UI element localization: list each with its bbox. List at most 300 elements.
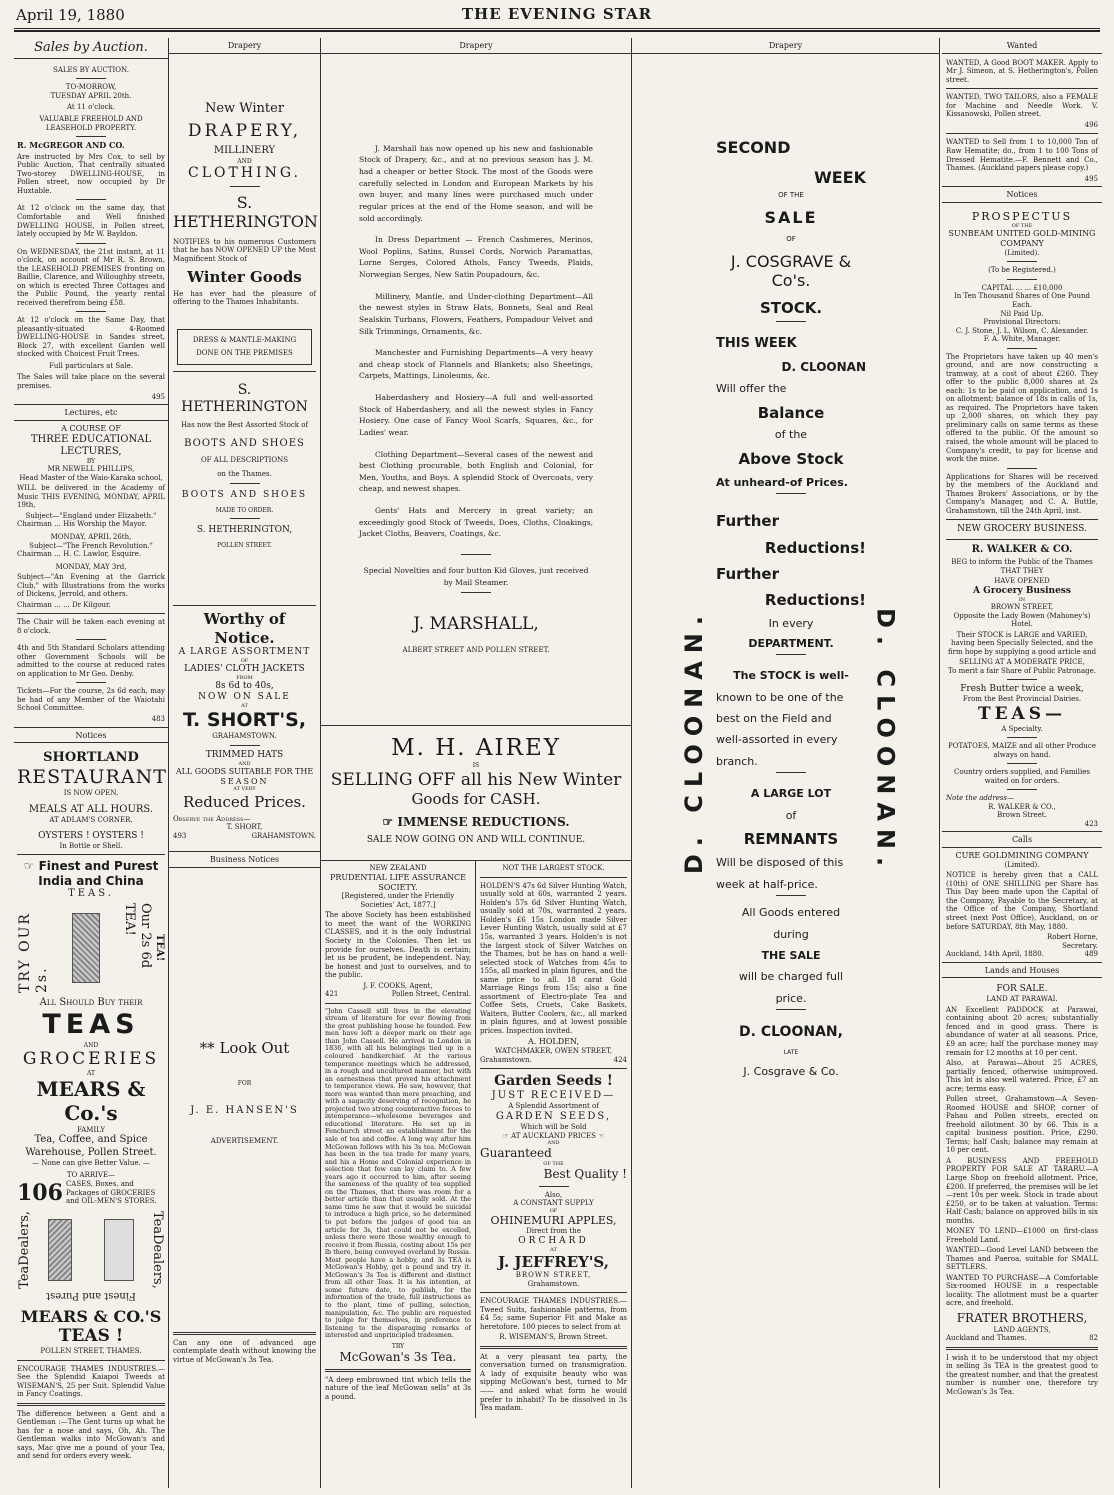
balance: Balance — [757, 403, 825, 422]
prospectus: PROSPECTUS — [971, 209, 1073, 223]
in-every: In every — [768, 617, 814, 631]
applications-text: Applications for Shares will be received by the members of the Auckland and Thames Brokers' Associations, or by the Company's Manager, and C. A. Buttle, Grahamstown, till the 24th April, inst. — [946, 472, 1098, 515]
lecture-subject: Subject—"The French Revolution." — [29, 541, 153, 550]
hats-mercery: Gents' Hats and Mercery in great variety; an exceedingly good Stock of Tweeds, Does, Cloths, Cloakings, Jacket Cloths, Beavers, Coatings, &c. — [359, 506, 593, 539]
ad-number: 496 — [1084, 120, 1098, 129]
money-to-lend: MONEY TO LEND—£1000 on first-class Freehold Land. — [946, 1227, 1098, 1244]
mcgowan-tea: McGowan's 3s Tea. — [339, 1350, 457, 1365]
finest-inverted: Finest and Purest — [46, 1289, 136, 1301]
lecture-title: THREE EDUCATIONAL — [30, 433, 152, 445]
stock: STOCK. — [759, 298, 823, 317]
ad-number: 489 — [1084, 950, 1098, 959]
marshall-address: ALBERT STREET AND POLLEN STREET. — [402, 646, 550, 655]
divider — [946, 539, 1098, 540]
divider — [776, 1009, 806, 1010]
and-label: AND — [237, 157, 252, 165]
divider — [480, 1068, 627, 1069]
constant-supply: A CONSTANT SUPPLY — [513, 1199, 594, 1208]
now-on-sale: NOW ON SALE — [198, 692, 291, 703]
brown-street: BROWN STREET, — [515, 1271, 592, 1280]
jeffrey-name: J. JEFFREY'S, — [498, 1252, 609, 1271]
divider — [76, 639, 106, 640]
divider — [1007, 679, 1037, 680]
property-heading-2: LEASEHOLD PROPERTY. — [45, 123, 137, 132]
business-notices-heading: Business Notices — [169, 851, 320, 868]
beg-inform: BEG to inform the Public of the Thames THAT THEY — [951, 558, 1093, 575]
boots-shoes-2: BOOTS AND SHOES — [181, 489, 308, 500]
sunbeam-company: SUNBEAM UNITED GOLD-MINING COMPANY — [948, 229, 1096, 249]
ad-number: 421 — [325, 990, 339, 999]
of-label: OF — [786, 235, 796, 244]
try-label: TRY — [391, 1342, 405, 1350]
will-offer: Will offer the — [716, 382, 787, 396]
restaurant-open: IS NOW OPEN. — [63, 789, 119, 798]
oysters-line: OYSTERS ! OYSTERS ! — [38, 830, 144, 841]
lecture-text: 4th and 5th Standard Scholars attending other Government Schools will be admitted to the course at reduced rates on application to Mr Geo. Denby. — [17, 644, 165, 678]
mears-large: MEARS & Co.'s — [36, 1077, 146, 1126]
marshall-name: J. MARSHALL, — [413, 614, 539, 635]
brown-street-2: Brown Street. — [997, 811, 1047, 820]
manager: F. A. White, Manager. — [983, 335, 1061, 344]
divider — [17, 1360, 165, 1361]
column-3 — [321, 38, 632, 1488]
all-descriptions: OF ALL DESCRIPTIONS — [200, 455, 289, 464]
brown-street: BROWN STREET, — [990, 603, 1054, 612]
garden-seeds: Garden Seeds ! — [494, 1073, 613, 1090]
of-the: OF THE — [778, 191, 804, 200]
the-sale: THE SALE — [761, 949, 821, 962]
provincial-dairies: From the Best Provincial Dairies. — [962, 695, 1082, 704]
divider — [776, 772, 806, 773]
divider — [1007, 763, 1037, 764]
wanted-boot-maker: WANTED, A Good BOOT MAKER. Apply to Mr J. Simeon, at S. Hetherington's, Pollen street. — [946, 58, 1098, 84]
divider — [480, 877, 627, 878]
hetherington-name-3: S. HETHERINGTON, — [196, 525, 293, 536]
all-should-buy: All Should Buy their — [39, 996, 143, 1008]
call-date: Auckland, 14th April, 1880. — [946, 950, 1044, 959]
marshall-intro: J. Marshall has now opened up his new and fashionable Stock of Drapery, &c., and at no previous season has J. M. had a cheaper or better Stock. The most of the Goods were carefully selected in London and European Markets by his own buyer, and many lines were purchased much under regular prices at the end of the Home season, and will be sold accordingly. — [359, 143, 593, 223]
dress-mantle-line: DRESS & MANTLE-MAKING — [192, 335, 297, 344]
divider — [946, 519, 1098, 520]
walker-name: R. WALKER & CO. — [971, 544, 1073, 556]
tea-illustration-block — [17, 903, 165, 993]
lecture-text: Tickets—For the course, 2s 6d each, may be had of any Member of the Waiotahi School Committee. — [17, 687, 165, 713]
of-label: OF — [240, 658, 249, 665]
calls-heading: Calls — [942, 831, 1102, 848]
ad-number: 483 — [151, 715, 165, 724]
bottom-text: I wish it to be understood that my object in selling 3s TEA is the greatest good to the greatest number, and that the greatest number is number one, therefore try McGowan's 3s Tea. — [946, 1353, 1098, 1396]
shortland-title: SHORTLAND — [43, 750, 139, 766]
drapery-title: DRAPERY, — [187, 120, 302, 141]
at-label: AT — [550, 1246, 557, 1253]
at-label: AT — [86, 1069, 95, 1077]
column-4 — [632, 38, 940, 1488]
auction-text: On WEDNESDAY, the 21st instant, at 11 o'clock, on account of Mr R. S. Brown, the LEASEHOLD PREMISES fronting on Baillie, Clarence, and Willoughby streets, on which is erected Three Cottages and the Public Pound, the yearly rental received therefrom being £58. — [17, 247, 165, 307]
guaranteed: Guaranteed — [480, 1146, 552, 1161]
pollen-thames: POLLEN STREET, THAMES. — [40, 1347, 142, 1356]
divider — [776, 895, 806, 896]
d-cloonan-2: D. CLOONAN, — [739, 1024, 843, 1041]
week: WEEK — [814, 167, 866, 187]
their-stock: Their STOCK is LARGE and VARIED, having been Specially Selected, and the firm hope by supplying a good article and — [947, 630, 1097, 656]
branch: branch. — [716, 754, 758, 768]
agent-footer — [325, 990, 471, 999]
merit-share: To merit a fair Share of Public Patronage. — [948, 666, 1096, 675]
divider — [1007, 789, 1037, 790]
prudential-ad — [321, 861, 476, 1417]
lecture-text: The Chair will be taken each evening at 8 o'clock. — [17, 618, 165, 635]
auckland-prices: ☞ AT AUCKLAND PRICES ☜ — [502, 1131, 605, 1140]
have-opened: HAVE OPENED — [994, 577, 1050, 586]
d-cloonan: D. CLOONAN — [781, 359, 866, 374]
hetherington-name-2: S. HETHERINGTON — [181, 381, 308, 416]
is-label: IS — [472, 762, 480, 770]
late-label: LATE — [783, 1049, 799, 1057]
lecture-subject: Subject—"An Evening at the Garrick Club," with Illustrations from the works of Dickens, Jerrold, and others. — [17, 573, 165, 599]
not-largest: NOT THE LARGEST STOCK. — [502, 864, 605, 873]
pointing-hand-icon: ☞ — [382, 814, 398, 829]
prudential-text: The above Society has been established to meet the want of the WORKING CLASSES, and it is the only Industrial Society in the Colonies. Then let us provide for ourselves. Death is certain; let us be prudent, be independent. Nay, be honest and just to ourselves, and to the public. — [325, 911, 471, 980]
tea-dealers-block — [17, 1211, 165, 1289]
divider — [76, 243, 106, 244]
cosgrave-name: J. COSGRAVE & Co's. — [730, 251, 852, 291]
auction-text: At 12 o'clock on the same day, that Comfortable and Well finished DWELLING HOUSE, in Pollen street, lately occupied by Mr W. Bayldon. — [17, 204, 165, 239]
goods-for-cash: Goods for CASH. — [411, 790, 541, 809]
wanted-house: WANTED TO PURCHASE—A Comfortable Six-roomed HOUSE in a respectable locality. The allotment must be a quarter acre, and freehold. — [946, 1273, 1098, 1308]
best-quality: Best Quality ! — [543, 1167, 627, 1182]
stock-well: The STOCK is well- — [733, 669, 849, 683]
lands-heading: Lands and Houses — [942, 962, 1102, 979]
divider — [17, 854, 165, 855]
call-footer — [946, 950, 1098, 959]
ad-number: 424 — [613, 1055, 627, 1064]
of-label-2: of — [785, 808, 797, 822]
lecture-chairman: Chairman ... ... Dr Kilgour. — [17, 600, 111, 609]
column-5 — [942, 38, 1102, 1488]
proprietors-text: The Proprietors have taken up 40 men's ground, and are now constructing a tramway, at a cost of about £260. They offer to the public 8,000 shares at 2s each: 1s to be paid on application, and 1s on allotment; balance of 18s in calls of 1s, as required. The Proprietors have taken up 2,000 shares, on which they pay preliminary calls on same terms as these offered to the public. Of the amount so raised, the whole amount will be placed to Company's credit, to pay for license and work the mine. — [946, 352, 1098, 464]
frater-footer — [946, 1334, 1098, 1343]
masthead-rule — [14, 28, 1100, 32]
reductions-1: Reductions! — [764, 538, 866, 557]
and-label: AND — [238, 760, 251, 767]
notices-heading: Notices — [942, 186, 1102, 203]
notifies-text: NOTIFIES to his numerous Customers that he has NOW OPENED UP the Most Magnificent Stock of — [173, 237, 316, 264]
divider — [230, 483, 260, 484]
business-tararu: A BUSINESS AND FREEHOLD PROPERTY FOR SALE AT TARARU.—A Large Shop on freehold allotment. Price, £200. If preferred, the premises will be let—rent 10s per week. Stock in trade about £250, or to be taken at valuation. Terms: Half Cash; balance on approved bills in six months. — [946, 1156, 1098, 1225]
just-received: JUST RECEIVED— — [491, 1090, 616, 1102]
cloonan-vertical-right: D. CLOONAN. — [871, 608, 900, 875]
land-agents: LAND AGENTS, — [993, 1325, 1051, 1334]
holden-ad — [476, 861, 631, 1417]
hetherington-name: S. HETHERINGTON — [173, 192, 318, 232]
well-assorted: well-assorted in every — [716, 733, 838, 747]
divider — [776, 493, 806, 494]
charged-full: will be charged full — [738, 970, 844, 984]
above-stock: Above Stock — [738, 449, 844, 468]
notices-heading: Notices — [14, 727, 168, 744]
lecturer-title: Head Master of the Waio-Karaka school, — [19, 473, 163, 482]
paddock-text: AN Excellent PADDOCK at Parawai, containing about 20 acres; substantially fenced and in good grass. There is abundance of water at all seasons. Price, £9 an acre; half the purchase money may remain for 12 months at 10 per cent. — [946, 1005, 1098, 1057]
look-out: ** Look Out — [199, 1039, 290, 1058]
grahamstown-2: Grahamstown. — [527, 1279, 580, 1288]
secretary-name: Robert Horne, — [1046, 933, 1098, 942]
grahamstown-2: GRAHAMSTOWN. — [251, 831, 316, 840]
divider — [1007, 468, 1037, 469]
sale-date: TUESDAY APRIL 20th. — [50, 91, 132, 100]
unheard-prices: At unheard-of Prices. — [716, 475, 848, 489]
masthead — [0, 0, 1114, 40]
finest-line: ☞ Finest and Purest — [23, 859, 159, 874]
premises-line: DONE ON THE PREMISES — [196, 349, 293, 358]
specialty: A Specialty. — [1001, 724, 1043, 733]
haberdashery-dept: Haberdashery and Hosiery—A full and well-assorted Stock of Haberdashery, and all the newest styles in Fancy Hosiery. One case of Fancy Wool Scarfs, Squares, &c., for Ladies' wear. — [359, 393, 593, 437]
to-arrive: TO ARRIVE— — [66, 1171, 116, 1180]
observe-address: Observe the Address— — [173, 814, 251, 823]
grahamstown: Grahamstown. — [480, 1055, 532, 1064]
at-label: AT — [241, 703, 248, 710]
splendid: A Splendid Assortment of — [508, 1102, 599, 1111]
auckland-thames: Auckland and Thames. — [946, 1334, 1027, 1343]
opposite: Opposite the Lady Bowen (Mahoney's) Hotel. — [953, 611, 1091, 629]
jacket-price: 8s 6d to 40s, — [215, 681, 274, 692]
drapery-heading: Drapery — [169, 38, 320, 54]
advertisement-label: ADVERTISEMENT. — [210, 1137, 279, 1146]
divider — [1007, 279, 1037, 280]
divider — [325, 1369, 471, 1372]
lecture-text: WILL be delivered in the Academy of Music THIS EVENING, MONDAY, APRIL 19th, — [17, 484, 165, 510]
best-assorted: Has now the Best Assorted Stock of — [180, 421, 309, 430]
grocery-business: A Grocery Business — [973, 585, 1071, 596]
india-china-line: India and China — [38, 873, 144, 888]
agent-address: Pollen Street, Central. — [391, 990, 471, 999]
lecture-date: MONDAY, APRIL 26th, — [50, 532, 132, 541]
season: SEASON — [220, 776, 269, 786]
assam-box-illustration — [104, 1219, 134, 1281]
of-label: OF — [549, 1207, 558, 1214]
watchmaker: WATCHMAKER, OWEN STREET, — [494, 1047, 613, 1056]
lecture-date: MONDAY, MAY 3rd, — [55, 562, 127, 571]
auctioneer-name: R. McGREGOR AND CO. — [17, 140, 125, 151]
new-winter: New Winter — [204, 100, 285, 116]
divider — [946, 133, 1098, 134]
known-to-be: known to be one of the — [716, 690, 844, 704]
new-zealand: NEW ZEALAND — [369, 864, 427, 873]
of-the: OF THE — [1011, 223, 1033, 230]
frater-brothers: FRATER BROTHERS, — [956, 1310, 1088, 1325]
will-be-disposed: Will be disposed of this — [716, 856, 844, 870]
pointing-hand-icon: ☞ — [502, 1131, 512, 1140]
limited: (Limited). — [1004, 248, 1040, 257]
drapery-heading: Drapery — [632, 38, 939, 54]
direct-from: Direct from the — [526, 1227, 581, 1236]
all-goods-entered: All Goods entered — [741, 906, 841, 920]
for-sale: FOR SALE. — [996, 984, 1048, 995]
divider — [946, 88, 1098, 89]
and-label: AND — [547, 1140, 560, 1147]
to-be-registered: (To be Registered.) — [988, 266, 1056, 275]
worthy-notice: Worthy of Notice. — [203, 610, 286, 647]
lectures-heading: Lectures, etc — [14, 404, 168, 421]
special-novelties: Special Novelties and four button Kid Gloves, just received by Mail Steamer. — [363, 565, 589, 587]
divider — [230, 518, 260, 519]
sale-time: At 11 o'clock. — [66, 103, 115, 112]
bottle-shell: In Bottle or Shell. — [59, 841, 123, 850]
lecture-course: A COURSE OF — [61, 423, 121, 433]
tea-dealers-vertical-2: TeaDealers, — [149, 1210, 165, 1289]
sale-day: TO-MORROW, — [65, 83, 117, 92]
mears-co-title: MEARS & CO.'S — [20, 1306, 162, 1326]
divider — [173, 371, 316, 372]
bottom-text: "A deep embrowned tint which tells the nature of the leaf McGowan sells" at 3s a pound. — [325, 1375, 471, 1401]
auction-text: The Sales will take place on the several premises. — [17, 373, 165, 391]
none-better: — None can give Better Value. — — [32, 1158, 150, 1167]
bottom-text: Can any one of advanced age contemplate death without knowing the virtue of McGowan's 3s Tea. — [173, 1338, 316, 1364]
teas-heading: TEAS— — [977, 703, 1067, 724]
ad-number: 423 — [1084, 819, 1098, 828]
shares: In Ten Thousand Shares of One Pound Each. — [954, 292, 1090, 309]
a-large-lot: A LARGE LOT — [750, 787, 832, 801]
and-label: AND — [83, 1041, 99, 1049]
note-address: Note the address— — [946, 794, 1015, 803]
all-goods-suitable: ALL GOODS SUITABLE FOR THE — [175, 766, 314, 776]
tea-vertical: TEA! — [154, 933, 165, 962]
ad-number: 495 — [1084, 174, 1098, 183]
teas-small: TEAS. — [68, 888, 114, 900]
divider — [1007, 737, 1037, 738]
immense-reductions: ☞ IMMENSE REDUCTIONS. — [382, 814, 570, 829]
on-thames: on the Thames. — [217, 470, 272, 479]
cloonan-vertical-left: D. CLOONAN. — [680, 608, 708, 875]
lecturer-name: MR NEWELL PHILLIPS, — [47, 465, 135, 474]
pointing-hand-icon: ☜ — [595, 1131, 605, 1140]
try-our-vertical: TRY OUR 2s. — [17, 911, 51, 993]
newspaper-title: THE EVENING STAR — [461, 5, 653, 23]
wanted-hematite: WANTED to Sell from 1 to 10,000 Ton of Raw Hematite; do., from 1 to 100 Tons of Dressed Hematite.—F. Bennett and Co., Thames. (Auckland papers please copy.) — [946, 138, 1098, 173]
divider — [946, 1347, 1098, 1350]
pointing-hand-icon: ☞ — [23, 859, 39, 874]
millinery-dept: Millinery, Mantle, and Under-clothing Department—All the newest styles in Straw Hats, Bonnets, Seal and Real Sealskin Turbans, Flowers, Feathers, Pompadour Velvet and Silk Trimmings, Ornaments, &c. — [359, 291, 593, 336]
secretary-title: Secretary. — [1062, 941, 1098, 950]
walker-name-2: R. WALKER & CO., — [988, 802, 1056, 811]
moderate-price: SELLING AT A MODERATE PRICE, — [959, 658, 1085, 667]
divider — [17, 613, 165, 614]
cure-company: CURE GOLDMINING COMPANY — [955, 851, 1089, 861]
auction-text: Are instructed by Mrs Cox, to sell by Public Auction, That centrally situated Two-storey DWELLING-HOUSE, in Pollen street, now occupied by Dr Huxtable. — [17, 152, 165, 195]
clothing-dept: Clothing Department—Several cases of the newest and best Clothing procurable, both English and Colonial, for Men, Youths, and Boys. A splendid Stock of Overcoats, very cheap, and newest shapes. — [359, 449, 593, 494]
ladies-jackets: LADIES' CLOTH JACKETS — [184, 664, 305, 675]
divider — [17, 1403, 165, 1406]
for-label: FOR — [237, 1079, 252, 1087]
reductions-2: Reductions! — [764, 591, 866, 610]
cloonan-ad — [716, 138, 866, 1078]
divider — [76, 136, 106, 137]
call-notice: NOTICE is hereby given that a CALL (10th) of ONE SHILLING per Share has This Day been made upon the Capital of the Company, Payable to the Secretary, at the Office of the Company, Shortland street (next Post Office), Auckland, on or before SATURDAY, 8th May, 1880. — [946, 871, 1098, 931]
tea-dealers-illustration — [48, 1219, 72, 1281]
large-assortment: A LARGE ASSORTMENT — [178, 647, 311, 658]
potatoes: POTATOES, MAIZE and all other Produce always on hand. — [948, 742, 1096, 759]
wanted-land: WANTED—Good Level LAND between the Thames and Paeroa, suitable for SMALL SETTLERS. — [946, 1246, 1098, 1272]
manchester-dept: Manchester and Furnishing Departments—A very heavy and cheap stock of Flannels and Blankets; also Sheetings, Carpets, Mattings, Linoleums, &c. — [359, 348, 593, 381]
divider — [480, 1346, 627, 1349]
divider — [76, 78, 106, 79]
auction-section-heading: Sales by Auction. — [14, 38, 168, 59]
dress-dept: In Dress Department — French Cashmeres, Merinos, Wool Poplins, Satins, Russel Cords, Norwich Paramattas, Lorne Serges, Colored Athols, Fancy Tweeds, Plaids, Norwegian Serges, New Satin Poupadours, &c. — [359, 235, 593, 279]
sale-now: SALE NOW GOING ON AND WILL CONTINUE. — [366, 835, 586, 846]
encourage-text: ENCOURAGE THAMES INDUSTRIES.—Tweed Suits, fashionable patterns, from £4 5s; same Superior Fit and Make as heretofore. 100 pieces to select from at — [480, 1297, 627, 1331]
orchard: ORCHARD — [518, 1235, 589, 1246]
short-footer — [173, 832, 316, 841]
ad-number: 493 — [173, 831, 187, 840]
second: SECOND — [716, 138, 791, 157]
our-2s6d-vertical: Our 2s 6d TEA! — [121, 902, 153, 968]
directors-heading: Provisional Directors: — [983, 318, 1061, 327]
family-label: FAMILY — [76, 1125, 106, 1134]
this-week: THIS WEEK — [716, 335, 797, 351]
gent-text: The difference between a Gent and a Gentleman :—The Gent turns up what he has for a nose and says, Oh, Ah. The Gentleman walks into McGowan's and says, Mac give me a pound of your Tea, and send for orders every week. — [17, 1409, 165, 1461]
further-2: Further — [716, 564, 779, 583]
of-the: OF THE — [543, 1160, 564, 1167]
selling-off: SELLING OFF all his New Winter — [330, 769, 622, 790]
divider — [1007, 261, 1037, 262]
also: Also, — [544, 1190, 563, 1199]
divider — [480, 1292, 627, 1293]
ad-number: 82 — [1089, 1334, 1098, 1343]
cosgrave-2: J. Cosgrave & Co. — [743, 1064, 839, 1078]
divider — [539, 1186, 569, 1187]
best-on-field: best on the Field and — [716, 712, 832, 726]
groceries-large: GROCERIES — [22, 1048, 160, 1069]
land-parawai: LAND AT PARAWAI. — [986, 995, 1058, 1004]
divider — [461, 592, 491, 593]
further-1: Further — [716, 512, 779, 531]
price: price. — [775, 991, 807, 1005]
nil-paid: Nil Paid Up. — [1000, 309, 1044, 318]
teas-title: TEAS ! — [58, 1326, 124, 1347]
sale: SALE — [764, 207, 818, 227]
at-very: AT VERY — [233, 786, 256, 793]
divider — [230, 186, 260, 187]
divider — [173, 605, 316, 606]
during: during — [773, 927, 809, 941]
which-will: Which will be Sold — [520, 1123, 587, 1132]
cases-block — [17, 1180, 165, 1207]
department: DEPARTMENT. — [748, 636, 834, 650]
cases-text: CASES, Boxes, and Packages of GROCERIES and OIL-MEN'S STORES. — [65, 1180, 157, 1206]
sales-heading: SALES BY AUCTION. — [53, 65, 129, 74]
in-label: IN — [1018, 596, 1026, 603]
restaurant-title: RESTAURANT — [17, 766, 167, 789]
cases-count: 106 — [17, 1179, 63, 1206]
dress-mantle-box — [177, 329, 312, 365]
lecture-subject: Subject—"England under Elizabeth." — [25, 511, 157, 520]
fresh-butter: Fresh Butter twice a week, — [960, 684, 1084, 695]
wiseman-address: R. WISEMAN'S, Brown Street. — [499, 1333, 608, 1342]
pollen-house: Pollen street, Grahamstown—A Seven-Roomed HOUSE and SHOP, corner of Pahau and Pollen streets, erected on freehold allotment 30 by 66. This is a capital business position. Price, £290. Terms; half Cash; balance may remain at 10 per cent. — [946, 1095, 1098, 1155]
short-title: T. SHORT'S, — [182, 709, 307, 732]
divider — [230, 745, 260, 746]
pollen-street: POLLEN STREET. — [217, 542, 272, 550]
ad-number: 495 — [151, 392, 165, 401]
divider — [461, 554, 491, 555]
holden-text: HOLDEN'S 47s 6d Silver Hunting Watch, usually sold at 60s, warranted 2 years. Holden's 57s 6d Silver Hunting Watch, usually sold at 70s, warranted 2 years. Holden's £6 15s London made Silver Lever Hunting Watch, usually sold at £7 15s, warranted 3 years. Holden's is not the largest stock of Silver Watches on the Thames, but he has on hand a well-selected stock of Watches from 45s to 155s, all marked in plain figures, and the same price to all. 18 carat Gold Marriage Rings from 15s; also a fine assortment of Electro-plate Tea and Coffee Sets, Cruets, Cake Baskets, Waiters, Butter Coolers, &c., all marked in plain figures, and at lowest possible prices. Inspection invited. — [480, 881, 627, 1035]
divider — [1007, 348, 1037, 349]
t-short: T. SHORT, — [226, 823, 263, 832]
divider — [76, 311, 106, 312]
parawai-acres: Also, at Parawai—About 25 ACRES, partially fenced, otherwise unimproved. This lot is also well watered. Price, £7 an acre; terms easy. — [946, 1059, 1098, 1093]
wanted-tailors: WANTED, TWO TAILORS, also a FEMALE for Machine and Needle Work. V. Kissanowski, Pollen street. — [946, 93, 1098, 119]
tea-party-text: At a very pleasant tea party, the conversation turned on transmigration. A lady of exquisite beauty who was sipping McGowan's best, turned to Mr —— and asked what form he would prefer to inhabit? To be dissolved in 3s Tea madam. — [480, 1352, 627, 1413]
trimmed-hats: TRIMMED HATS — [205, 749, 284, 760]
